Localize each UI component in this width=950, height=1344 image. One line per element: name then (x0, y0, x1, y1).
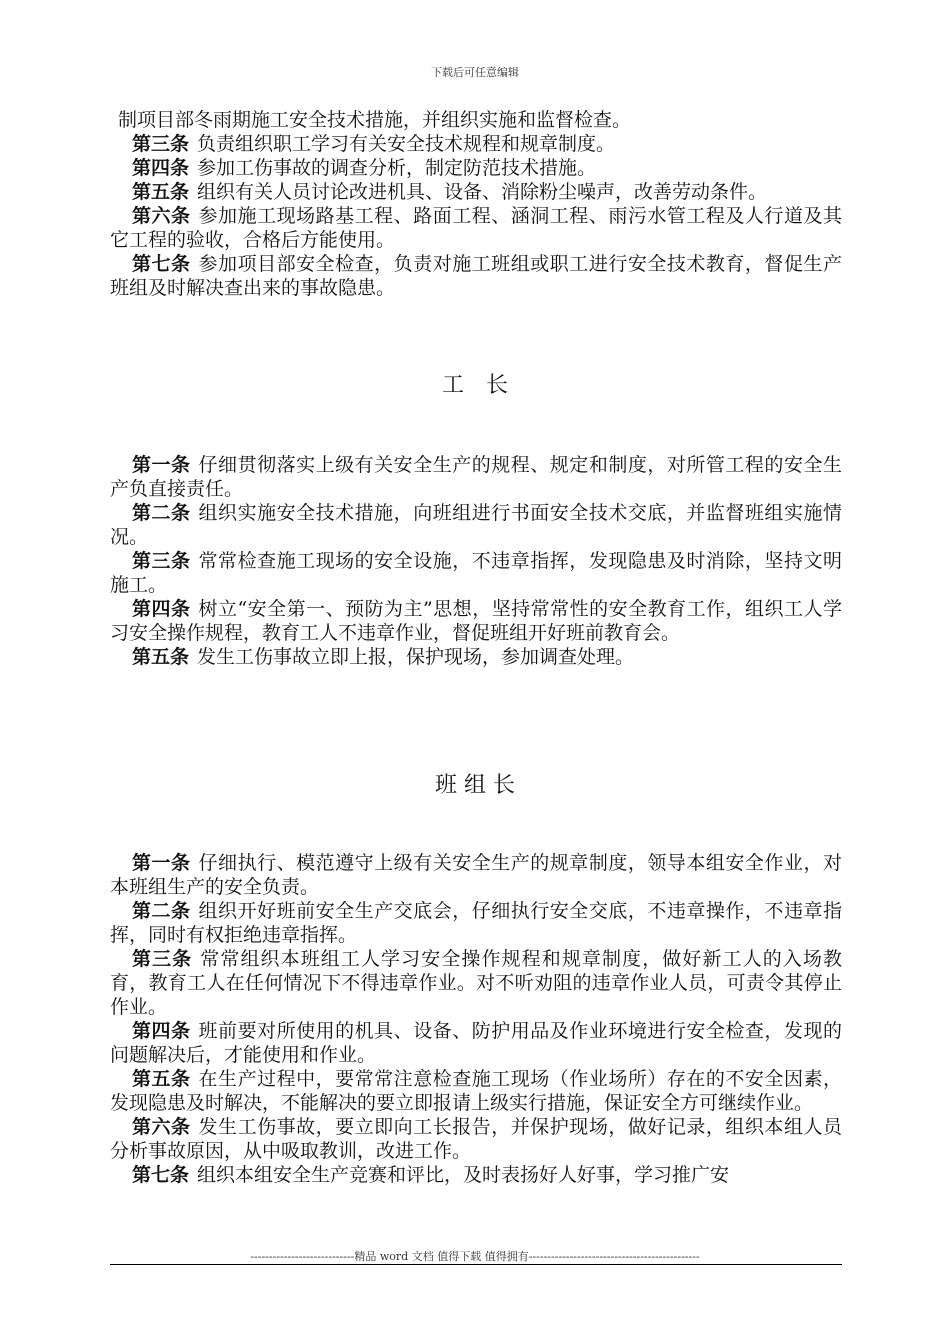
paragraph (110, 851, 842, 899)
article-number: 第三条 (132, 550, 191, 572)
article-number: 第四条 (132, 157, 190, 179)
section-foreman (110, 453, 842, 669)
article-number: 第二条 (132, 502, 191, 524)
article-number: 第一条 (132, 454, 191, 476)
article-text: 组织开好班前安全生产交底会，仔细执行安全交底，不违章操作，不违章指挥，同时有权拒绝违章指挥。 (110, 900, 842, 946)
article-text: 制项目部冬雨期施工安全技术措施，并组织实施和监督检查。 (118, 109, 632, 131)
article-number: 第六条 (132, 205, 191, 227)
paragraph (110, 204, 842, 252)
article-number: 第七条 (132, 1164, 190, 1186)
paragraph (110, 1067, 842, 1115)
paragraph (110, 156, 842, 180)
paragraph (110, 549, 842, 597)
article-text: 组织本组安全生产竞赛和评比，及时表扬好人好事，学习推广安 (197, 1164, 730, 1186)
paragraph (110, 597, 842, 645)
article-number: 第一条 (132, 852, 191, 874)
article-number: 第五条 (132, 646, 190, 668)
article-text: 在生产过程中，要常常注意检查施工现场（作业场所）存在的不安全因素，发现隐患及时解决，不能解决的要立即报请上级实行措施，保证安全方可继续作业。 (110, 1068, 842, 1114)
section-team-leader (110, 851, 842, 1187)
section-title-foreman: 工 长 (441, 373, 508, 398)
article-number: 第二条 (132, 900, 191, 922)
article-text: 参加工伤事故的调查分析，制定防范技术措施。 (197, 157, 597, 179)
article-text: 常常检查施工现场的安全设施，不违章指挥，发现隐患及时消除，坚持文明施工。 (110, 550, 842, 596)
article-text: 负责组织职工学习有关安全技术规程和规章制度。 (197, 133, 616, 155)
paragraph (110, 645, 842, 669)
article-number: 第五条 (132, 1068, 191, 1090)
section-title-team-leader: 班 组 长 (435, 773, 515, 798)
article-text: 常常组织本班组工人学习安全操作规程和规章制度，做好新工人的入场教育，教育工人在任何情况下不得违章作业。对不听劝阻的违章作业人员，可责令其停止作业。 (110, 948, 842, 1018)
article-number: 第七条 (132, 253, 191, 275)
paragraph (110, 132, 842, 156)
paragraph (110, 1019, 842, 1067)
article-number: 第五条 (132, 181, 190, 203)
article-text: 组织有关人员讨论改进机具、设备、消除粉尘噪声，改善劳动条件。 (197, 181, 768, 203)
article-text: 班前要对所使用的机具、设备、防护用品及作业环境进行安全检查，发现的问题解决后，才能使用和作业。 (110, 1020, 842, 1066)
article-number: 第六条 (132, 1116, 191, 1138)
article-text: 树立“安全第一、预防为主”思想，坚持常常性的安全教育工作，组织工人学习安全操作规程，教育工人不违章作业，督促班组开好班前教育会。 (110, 598, 842, 644)
paragraph (110, 1163, 842, 1187)
paragraph (110, 1115, 842, 1163)
article-text: 发生工伤事故立即上报，保护现场，参加调查处理。 (197, 646, 635, 668)
paragraph (110, 453, 842, 501)
article-number: 第四条 (132, 598, 191, 620)
article-text: 发生工伤事故，要立即向工长报告，并保护现场，做好记录，组织本组人员分析事故原因，从中吸取教训，改进工作。 (110, 1116, 842, 1162)
paragraph (110, 108, 842, 132)
paragraph (110, 947, 842, 1019)
article-text: 组织实施安全技术措施，向班组进行书面安全技术交底，并监督班组实施情况。 (110, 502, 842, 548)
article-text: 参加项目部安全检查，负责对施工班组或职工进行安全技术教育，督促生产班组及时解决查出来的事故隐患。 (110, 253, 842, 299)
paragraph (110, 501, 842, 549)
page-header: 下载后可任意编辑 (431, 66, 519, 79)
paragraph (110, 252, 842, 300)
section-continued (110, 108, 842, 300)
article-number: 第四条 (132, 1020, 191, 1042)
page-footer: ----------------------------精品 word 文档 值得下载 值得拥有---------------------------------------------- (250, 1250, 700, 1263)
article-text: 参加施工现场路基工程、路面工程、涵洞工程、雨污水管工程及人行道及其它工程的验收，合格后方能使用。 (110, 205, 842, 251)
paragraph (110, 180, 842, 204)
article-number: 第三条 (132, 133, 190, 155)
article-text: 仔细贯彻落实上级有关安全生产的规程、规定和制度，对所管工程的安全生产负直接责任。 (110, 454, 842, 500)
footer-divider (110, 1264, 842, 1265)
article-text: 仔细执行、模范遵守上级有关安全生产的规章制度，领导本组安全作业，对本班组生产的安全负责。 (110, 852, 842, 898)
article-number: 第三条 (132, 948, 193, 970)
paragraph (110, 899, 842, 947)
